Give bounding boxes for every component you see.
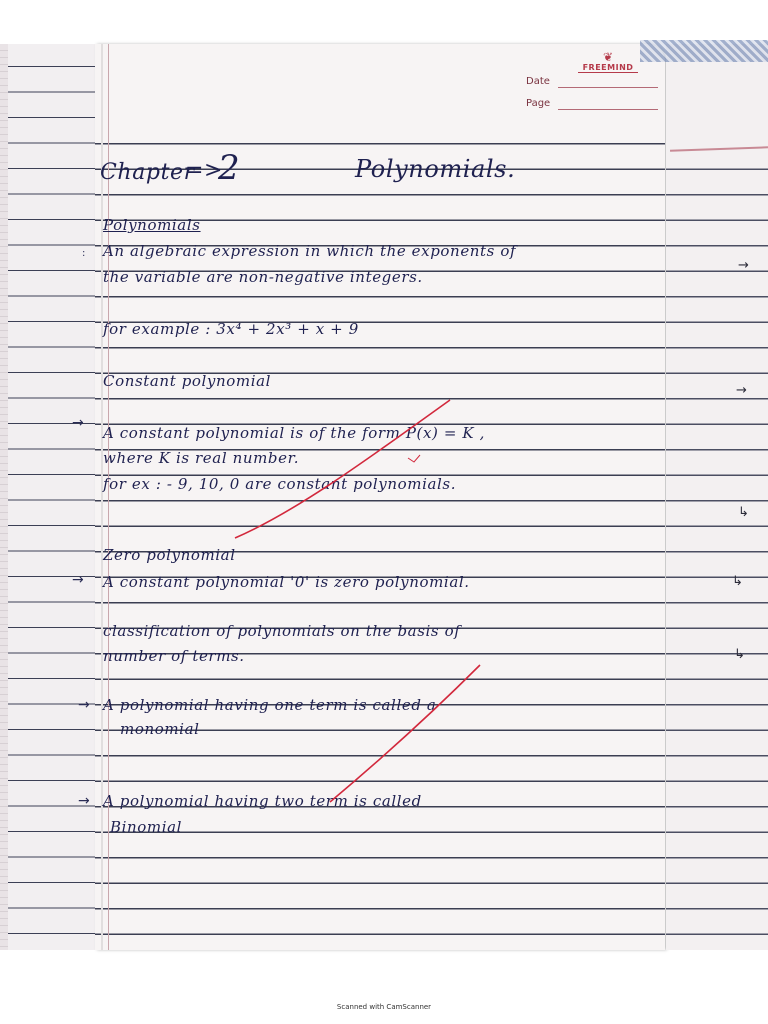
page-label: Page — [526, 98, 551, 109]
brand-logo — [578, 52, 638, 74]
classification-line-2: number of terms. — [103, 647, 245, 665]
constant-polynomial-heading: Constant polynomial — [103, 372, 272, 390]
constant-example: for ex : - 9, 10, 0 are constant polynomials. — [103, 475, 457, 493]
brand-logo-icon: ❦ — [602, 50, 614, 64]
binomial-definition-line-2: Binomial — [110, 818, 183, 836]
right-hook-mark: ↳ — [734, 647, 745, 662]
constant-definition-line-2: where K is real number. — [103, 449, 300, 467]
right-page-pattern — [640, 40, 768, 62]
margin-arrow: → — [78, 793, 90, 809]
margin-arrow: → — [78, 697, 90, 713]
polynomials-definition-line-1: An algebraic expression in which the exponents of — [103, 242, 517, 260]
left-ruled-strip — [8, 44, 98, 950]
margin-arrow: → — [72, 415, 84, 431]
polynomials-definition-line-2: the variable are non-negative integers. — [103, 268, 423, 286]
polynomials-example: for example : 3x⁴ + 2x³ + x + 9 — [103, 320, 359, 338]
right-arrow-mark: → — [738, 258, 749, 273]
chapter-label: Chapter — [100, 160, 195, 185]
right-arrow-mark: → — [736, 383, 747, 398]
zero-polynomial-definition: A constant polynomial '0' is zero polynomial. — [103, 573, 470, 591]
right-hook-mark: ↳ — [732, 574, 743, 589]
monomial-definition-line-2: monomial — [120, 720, 200, 738]
chapter-name: Polynomials. — [355, 155, 516, 183]
right-page — [666, 44, 768, 950]
bullet-dot: : — [82, 248, 86, 259]
polynomials-heading: Polynomials — [103, 216, 201, 234]
page-line — [558, 109, 658, 110]
monomial-definition-line-1: A polynomial having one term is called a — [103, 696, 437, 714]
chapter-arrow: => — [185, 158, 224, 183]
margin-arrow: → — [72, 572, 84, 588]
classification-line-1: classification of polynomials on the basis of — [103, 622, 461, 640]
chapter-number: 2 — [218, 148, 241, 188]
date-label: Date — [526, 76, 550, 87]
binomial-definition-line-1: A polynomial having two term is called — [103, 792, 422, 810]
brand-name: FREEMIND — [578, 63, 638, 73]
zero-polynomial-heading: Zero polynomial — [103, 546, 236, 564]
right-hook-mark: ↳ — [738, 505, 749, 520]
scanner-credit: Scanned with CamScanner — [336, 1003, 432, 1011]
constant-definition-line-1: A constant polynomial is of the form P(x) = K , — [103, 424, 485, 442]
date-line — [558, 87, 658, 88]
